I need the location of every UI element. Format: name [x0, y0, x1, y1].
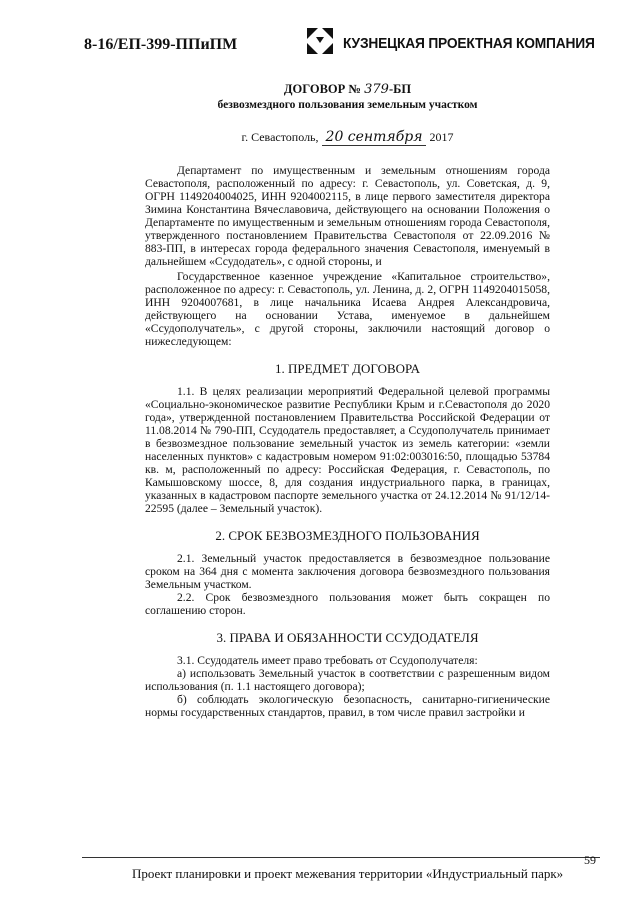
section-3-title: 3. ПРАВА И ОБЯЗАННОСТИ ССУДОДАТЕЛЯ: [216, 630, 479, 645]
section-2-title: 2. СРОК БЕЗВОЗМЕЗДНОГО ПОЛЬЗОВАНИЯ: [215, 528, 480, 543]
contract-body: [145, 69, 550, 719]
title-suffix: -БП: [388, 82, 412, 96]
contract-title: [145, 83, 550, 96]
contract-number: 379: [364, 82, 389, 97]
title-prefix: ДОГОВОР №: [283, 82, 361, 96]
document-code: 8-16/ЕП-399-ППиПМ: [84, 36, 238, 53]
footer-text: Проект планировки и проект межевания территории «Индустриальный парк»: [132, 866, 564, 881]
clause-1-1: 1.1. В целях реализации мероприятий Федеральной целевой программы «Социально-экономическое развитие Республики Крым и г.Севастополя до 2020 года», утвержденной постановлением Правительства Российской Федерации от 11.08.2014 № 790-ПП, Ссудодатель предоставляет, а Ссудополучатель принимает в безвозмездное пользование земельный участок из земель категории: «земли населенных пунктов» с кадастровым номером 91:02:003016:50, площадью 53784 кв. м, расположенный по адресу: Российская Федерация, г. Севастополь, по Камышовскому шоссе, 8, для создания индустриального парка, в границах, указанных в кадастровом паспорте земельного участка от 24.12.2014 № 91/12/14-22595 (далее – Земельный участок).: [145, 385, 550, 515]
contract-subtitle: безвозмездного пользования земельным участком: [217, 99, 478, 111]
section-1-title: 1. ПРЕДМЕТ ДОГОВОРА: [275, 361, 420, 376]
paragraph-borrower: Государственное казенное учреждение «Капитальное строительство», расположенное по адресу: г. Севастополь, ул. Ленина, д. 2, ОГРН 1149204015058, ИНН 9204007681, в лице начальника Исаева Андрея Александровича, действующего на основании Устава, именуемое в дальнейшем «Ссудополучатель», с другой стороны, заключили настоящий договор о нижеследующем:: [145, 270, 550, 348]
clause-2-1: 2.1. Земельный участок предоставляется в безвозмездное пользование сроком на 364 дня с момента заключения договора безвозмездного пользования Земельным участком.: [145, 552, 550, 591]
clause-3-1: 3.1. Ссудодатель имеет право требовать от Ссудополучателя:: [177, 654, 478, 667]
paragraph-lender: Департамент по имущественным и земельным отношениям города Севастополя, расположенный по адресу: г. Севастополь, ул. Советская, д. 9, ОГРН 1149204004025, ИНН 9204002115, в лице первого заместителя директора Зимина Константина Вячеславовича, действующего на основании Положения о Департаменте по имущественным и земельным отношениям города Севастополя, утвержденного постановлением Правительства Севастополя от 22.09.2016 № 883-ПП, в интересах города федерального значения Севастополя, именуемый в дальнейшем «Ссудодатель», с одной стороны, и: [145, 164, 550, 268]
footer-divider: [82, 857, 600, 858]
year: 2017: [429, 130, 454, 144]
handwritten-date: 20 сентября: [322, 129, 427, 146]
place-date-line: [145, 131, 550, 144]
clause-2-2: 2.2. Срок безвозмездного пользования может быть сокращен по соглашению сторон.: [145, 591, 550, 617]
clause-3-1-b: б) соблюдать экологическую безопасность, санитарно-гигиенические нормы государственных стандартов, правил, в том числе правил застройки и: [145, 693, 550, 719]
city: г. Севастополь,: [241, 130, 319, 144]
page-number: 59: [584, 853, 596, 867]
company-name: КУЗНЕЦКАЯ ПРОЕКТНАЯ КОМПАНИЯ: [343, 36, 595, 52]
clause-3-1-a: а) использовать Земельный участок в соответствии с разрешенным видом использования (п. 1.1 настоящего договора);: [145, 667, 550, 693]
kpk-logo-icon: [307, 28, 333, 54]
